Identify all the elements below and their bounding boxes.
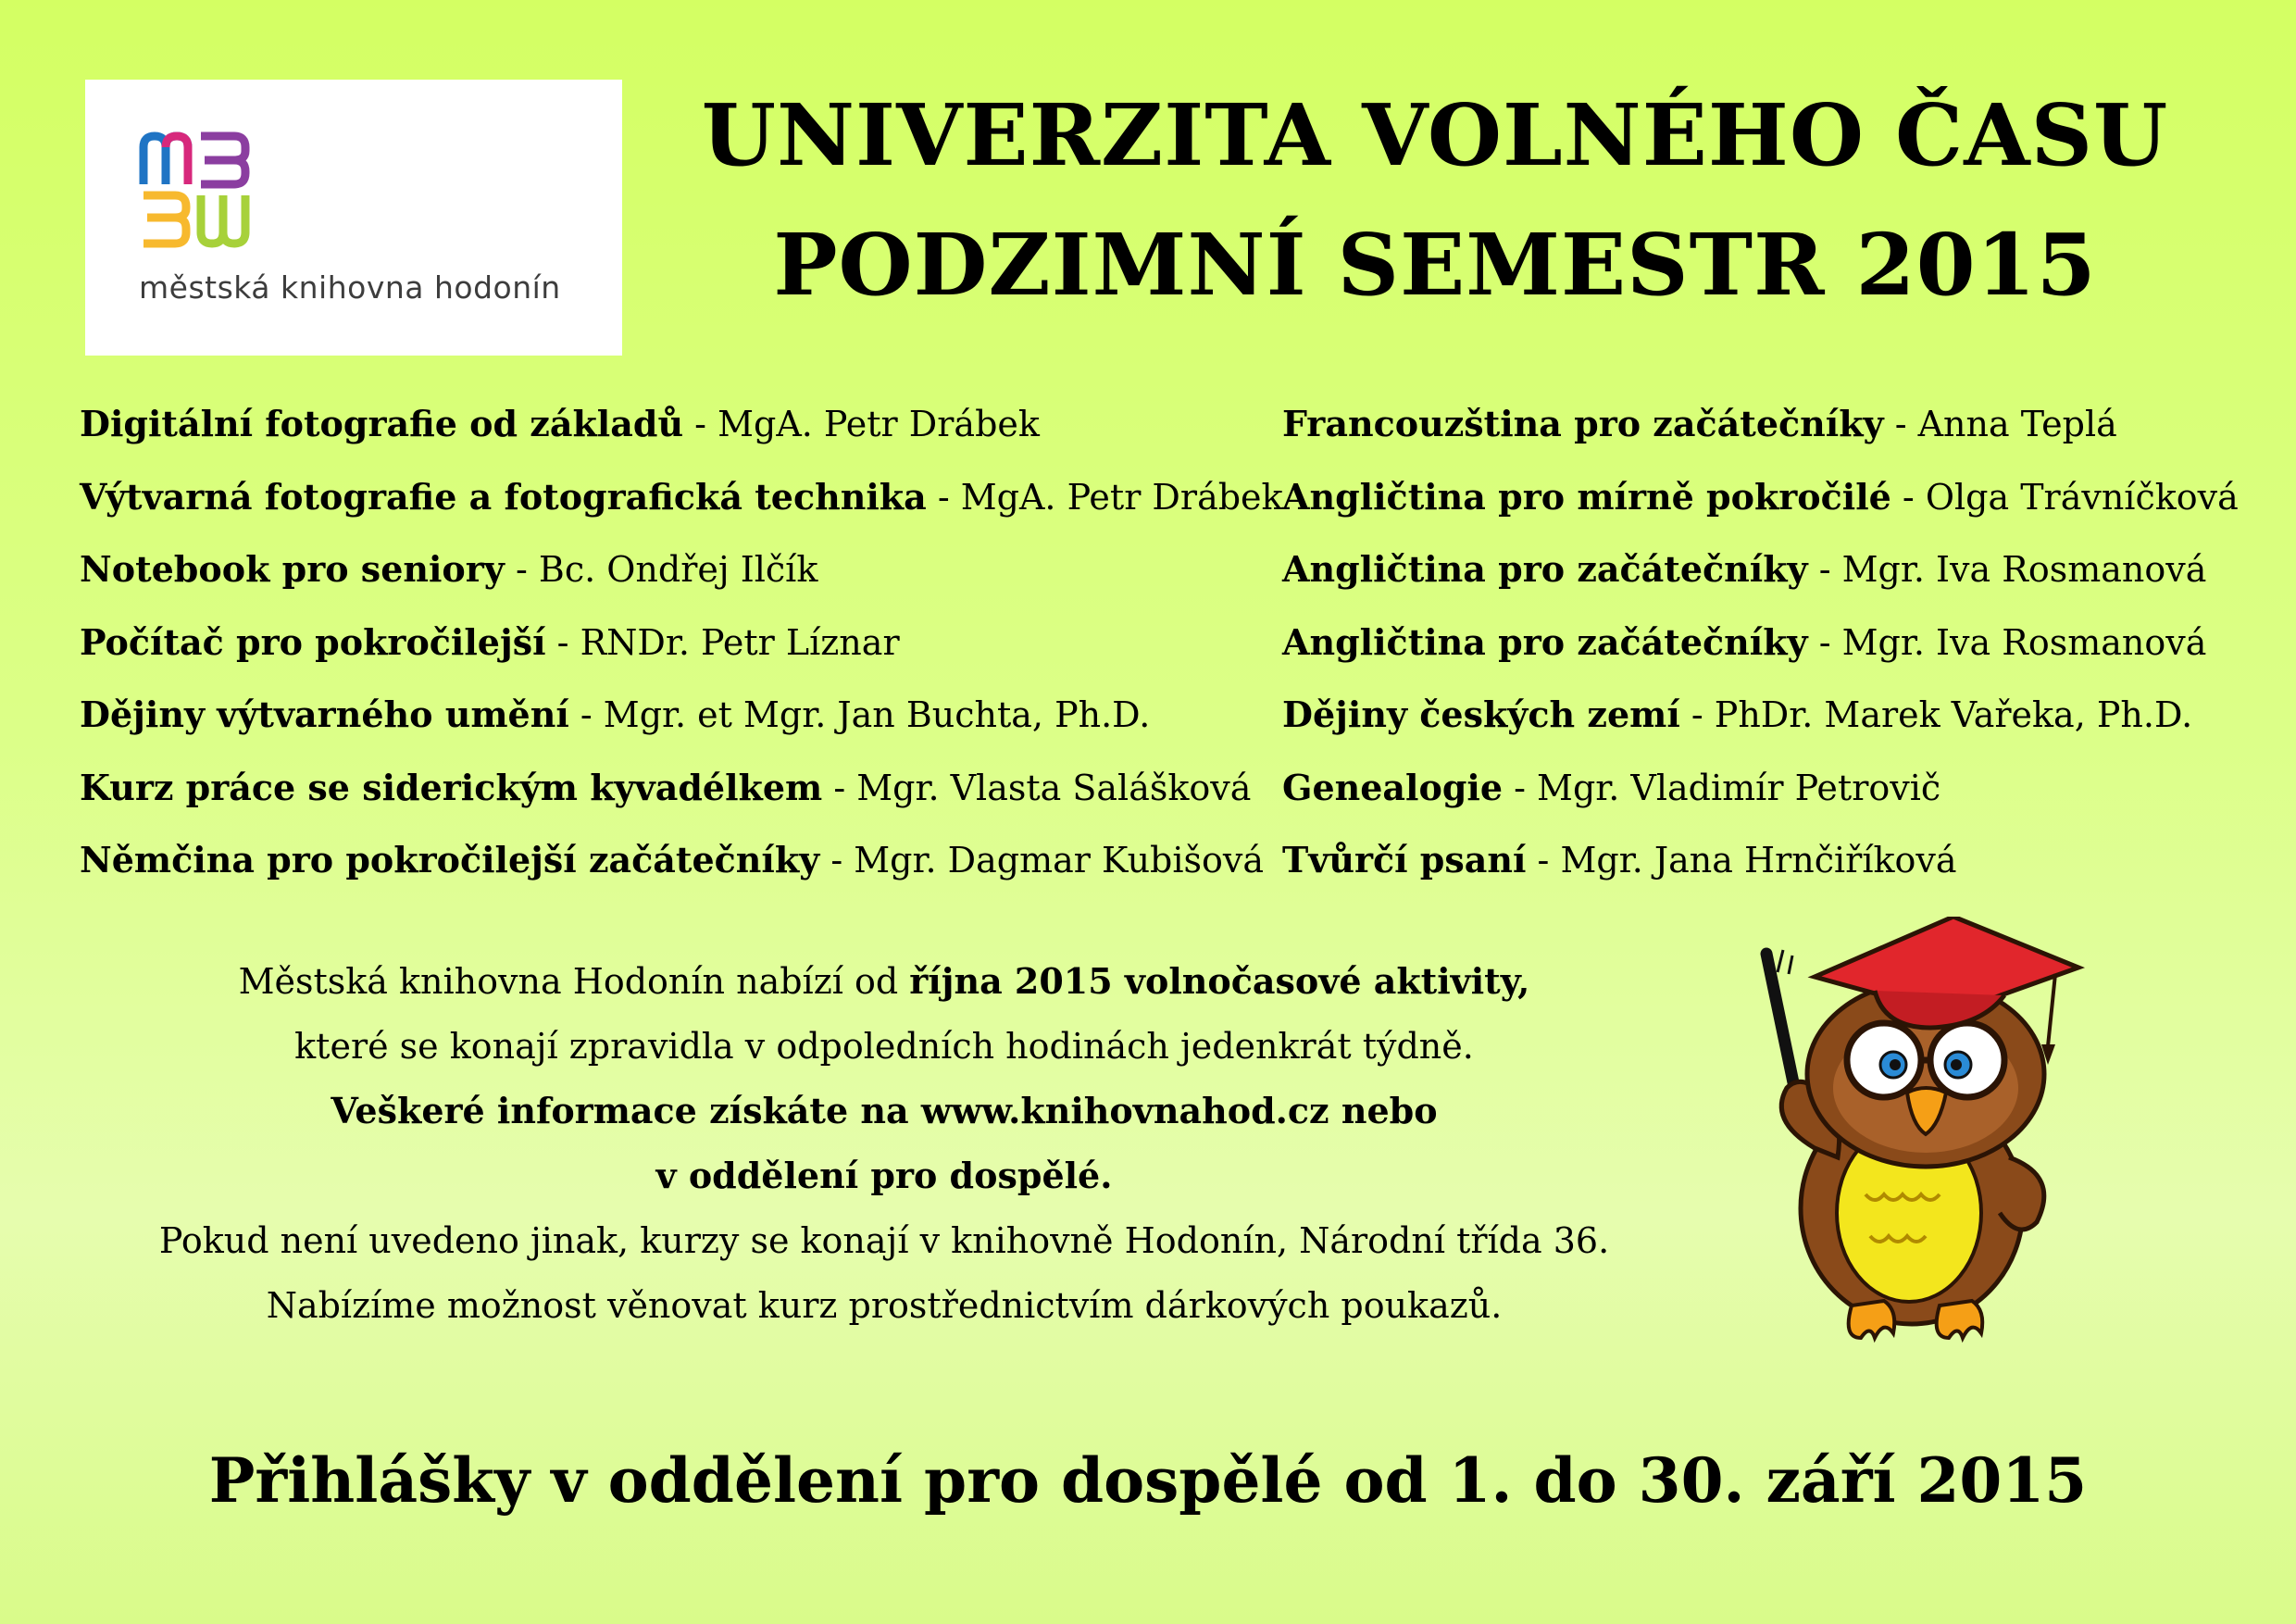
- info-text: Městská knihovna Hodonín nabízí od: [238, 961, 910, 1002]
- registration-footer: Přihlášky v oddělení pro dospělé od 1. do 30. září 2015: [208, 1444, 2088, 1517]
- separator: -: [926, 476, 961, 518]
- separator: -: [568, 694, 604, 735]
- logo-text: městská knihovna hodonín: [139, 269, 561, 306]
- info-highlight: října 2015 volnočasové aktivity,: [909, 960, 1530, 1002]
- course-item: [1282, 467, 2239, 540]
- course-name: Francouzština pro začátečníky: [1282, 403, 1884, 444]
- course-name: Genealogie: [1282, 766, 1504, 808]
- info-block: [56, 954, 1713, 1343]
- info-department-text: v oddělení pro dospělé.: [655, 1155, 1113, 1196]
- course-name: Angličtina pro začátečníky: [1282, 620, 1808, 663]
- course-name: Notebook pro seniory: [80, 548, 505, 590]
- info-line: které se konají zpravidla v odpoledních hodinách jedenkrát týdně.: [294, 1026, 1474, 1067]
- library-logo: [85, 80, 622, 356]
- course-lecturer: Mgr. Dagmar Kubišová: [854, 840, 1265, 881]
- course-name: Dějiny českých zemí: [1282, 693, 1680, 735]
- title-line-1: UNIVERZITA VOLNÉHO ČASU: [701, 85, 2169, 185]
- course-lecturer: Mgr. Vladimír Petrovič: [1537, 767, 1941, 808]
- course-item: [80, 467, 1283, 540]
- info-line-bold: [56, 1148, 1713, 1213]
- mkh-logo-mark-icon: [138, 131, 258, 251]
- info-line: Nabízíme možnost věnovat kurz prostřednictvím dárkových poukazů.: [266, 1285, 1503, 1326]
- course-lecturer: Mgr. Jana Hrnčiříková: [1560, 840, 1957, 881]
- course-item: [1282, 757, 2239, 831]
- course-name: Počítač pro pokročilejší: [80, 620, 546, 663]
- course-item: [80, 684, 1283, 757]
- separator: -: [1807, 549, 1842, 590]
- title-line-2: PODZIMNÍ SEMESTR 2015: [773, 215, 2097, 315]
- course-lecturer: Mgr. Vlasta Salášková: [856, 767, 1252, 808]
- course-item: [80, 539, 1283, 612]
- course-lecturer: Bc. Ondřej Ilčík: [538, 549, 818, 590]
- separator: -: [1503, 767, 1538, 808]
- course-lecturer: MgA. Petr Drábek: [960, 476, 1283, 518]
- separator: -: [1526, 840, 1561, 881]
- separator: -: [1890, 476, 1926, 518]
- info-line-bold: [56, 1083, 1713, 1148]
- info-line: Pokud není uvedeno jinak, kurzy se konají v knihovně Hodonín, Národní třída 36.: [158, 1220, 1610, 1261]
- course-item: [80, 830, 1283, 903]
- courses-right-column: [1282, 394, 2239, 903]
- course-name: Angličtina pro začátečníky: [1282, 548, 1808, 590]
- course-item: [1282, 612, 2239, 685]
- course-item: [1282, 539, 2239, 612]
- course-name: Angličtina pro mírně pokročilé: [1282, 475, 1891, 518]
- course-lecturer: Mgr. Iva Rosmanová: [1841, 549, 2207, 590]
- course-lecturer: Mgr. Iva Rosmanová: [1841, 621, 2207, 663]
- course-item: [80, 757, 1283, 831]
- separator: -: [1883, 404, 1918, 444]
- courses-left-column: [80, 394, 1283, 903]
- course-lecturer: MgA. Petr Drábek: [718, 404, 1040, 444]
- course-name: Kurz práce se siderickým kyvadélkem: [80, 766, 823, 808]
- course-name: Digitální fotografie od základů: [80, 403, 684, 444]
- course-lecturer: RNDr. Petr Líznar: [580, 621, 900, 663]
- course-lecturer: Anna Teplá: [1917, 404, 2117, 444]
- separator: -: [1679, 694, 1715, 735]
- owl-illustration-icon: [1703, 917, 2148, 1352]
- separator: -: [545, 621, 580, 663]
- course-item: [1282, 830, 2239, 903]
- course-name: Dějiny výtvarného umění: [80, 693, 569, 735]
- info-line: [56, 954, 1713, 1018]
- separator: -: [504, 549, 539, 590]
- separator: -: [683, 404, 718, 444]
- course-name: Tvůrčí psaní: [1282, 839, 1527, 881]
- separator: -: [822, 767, 857, 808]
- course-name: Výtvarná fotografie a fotografická technika: [80, 475, 927, 518]
- course-lecturer: PhDr. Marek Vařeka, Ph.D.: [1714, 694, 2193, 735]
- course-lecturer: Olga Trávníčková: [1925, 476, 2239, 518]
- course-item: [1282, 394, 2239, 467]
- course-item: [80, 394, 1283, 467]
- course-item: [1282, 684, 2239, 757]
- separator: -: [819, 840, 855, 881]
- separator: -: [1807, 621, 1842, 663]
- course-item: [80, 612, 1283, 685]
- course-lecturer: Mgr. et Mgr. Jan Buchta, Ph.D.: [603, 694, 1151, 735]
- info-website-text: Veškeré informace získáte na www.knihovnahod.cz nebo: [331, 1090, 1438, 1131]
- course-name: Němčina pro pokročilejší začátečníky: [80, 839, 820, 881]
